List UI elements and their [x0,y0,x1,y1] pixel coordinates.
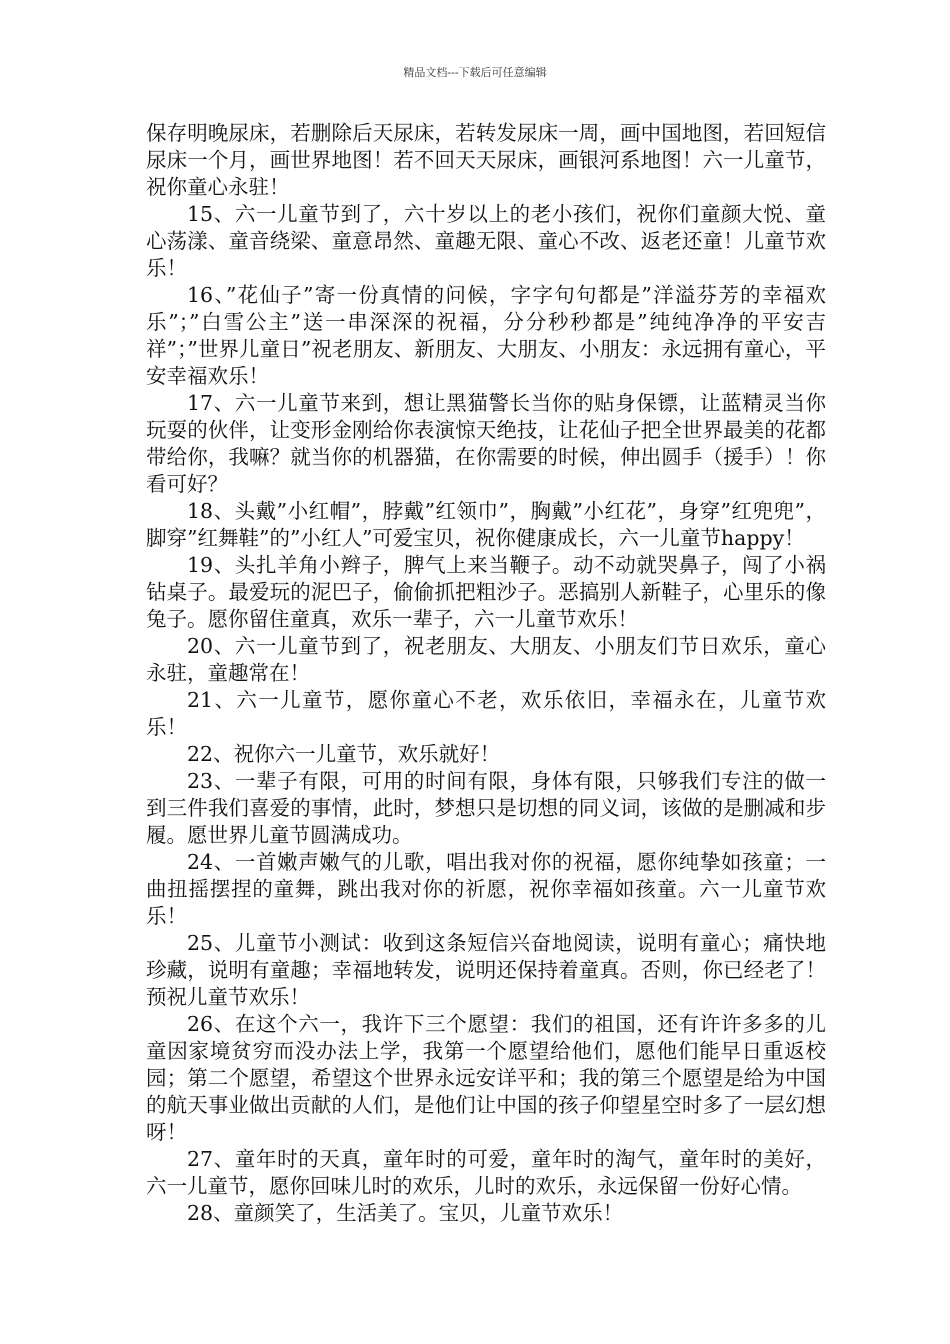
paragraph: 21、六一儿童节，愿你童心不老，欢乐依旧，幸福永在，儿童节欢乐！ [146,688,826,739]
paragraph: 27、童年时的天真，童年时的可爱，童年时的淘气，童年时的美好，六一儿童节，愿你回味儿时的欢乐，儿时的欢乐，永远保留一份好心情。 [146,1147,826,1198]
paragraph: 19、头扎羊角小辫子，脾气上来当鞭子。动不动就哭鼻子，闯了小祸钻桌子。最爱玩的泥巴子，偷偷抓把粗沙子。恶搞别人新鞋子，心里乐的像兔子。愿你留住童真，欢乐一辈子，六一儿童节欢乐！ [146,553,826,631]
paragraph: 22、祝你六一儿童节，欢乐就好！ [187,742,501,766]
paragraph: 16、”花仙子”寄一份真情的问候，字字句句都是”洋溢芬芳的幸福欢乐”；”白雪公主”送一串深深的祝福，分分秒秒都是”纯纯净净的平安吉祥”；”世界儿童日”祝老朋友、新朋友、大朋友、小朋友：永远拥有童心，平安幸福欢乐！ [146,283,826,388]
paragraph: 25、儿童节小测试：收到这条短信兴奋地阅读，说明有童心；痛快地珍藏，说明有童趣；幸福地转发，说明还保持着童真。否则，你已经老了！预祝儿童节欢乐！ [146,931,826,1009]
paragraph: 18、头戴”小红帽”，脖戴”红领巾”，胸戴”小红花”，身穿”红兜兜”，脚穿”红舞鞋”的”小红人”可爱宝贝，祝你健康成长，六一儿童节happy！ [146,499,826,550]
paragraph: 20、六一儿童节到了，祝老朋友、大朋友、小朋友们节日欢乐，童心永驻，童趣常在！ [146,634,826,685]
paragraph: 保存明晚尿床，若删除后天尿床，若转发尿床一周，画中国地图，若回短信尿床一个月，画世界地图！若不回天天尿床，画银河系地图！六一儿童节，祝你童心永驻！ [146,121,826,199]
paragraph: 23、一辈子有限，可用的时间有限，身体有限，只够我们专注的做一到三件我们喜爱的事情，此时，梦想只是切想的同义词，该做的是删减和步履。愿世界儿童节圆满成功。 [146,769,826,847]
paragraph: 24、一首嫩声嫩气的儿歌，唱出我对你的祝福，愿你纯挚如孩童；一曲扭摇摆捏的童舞，跳出我对你的祈愿，祝你幸福如孩童。六一儿童节欢乐！ [146,850,826,928]
page-header: 精品文档---下载后可任意编辑 [403,66,547,79]
paragraph: 15、六一儿童节到了，六十岁以上的老小孩们，祝你们童颜大悦、童心荡漾、童音绕梁、童意昂然、童趣无限、童心不改、返老还童！儿童节欢乐！ [146,202,826,280]
paragraph: 28、童颜笑了，生活美了。宝贝，儿童节欢乐！ [187,1201,624,1225]
document-body [146,120,826,1227]
paragraph: 26、在这个六一，我许下三个愿望：我们的祖国，还有许许多多的儿童因家境贫穷而没办法上学，我第一个愿望给他们，愿他们能早日重返校园；第二个愿望，希望这个世界永远安详平和；我的第三个愿望是给为中国的航天事业做出贡献的人们，是他们让中国的孩子仰望星空时多了一层幻想呀！ [146,1012,826,1144]
paragraph: 17、六一儿童节来到，想让黑猫警长当你的贴身保镖，让蓝精灵当你玩耍的伙伴，让变形金刚给你表演惊天绝技，让花仙子把全世界最美的花都带给你，我嘛？就当你的机器猫，在你需要的时候，伸出圆手（援手）！你看可好？ [146,391,826,496]
